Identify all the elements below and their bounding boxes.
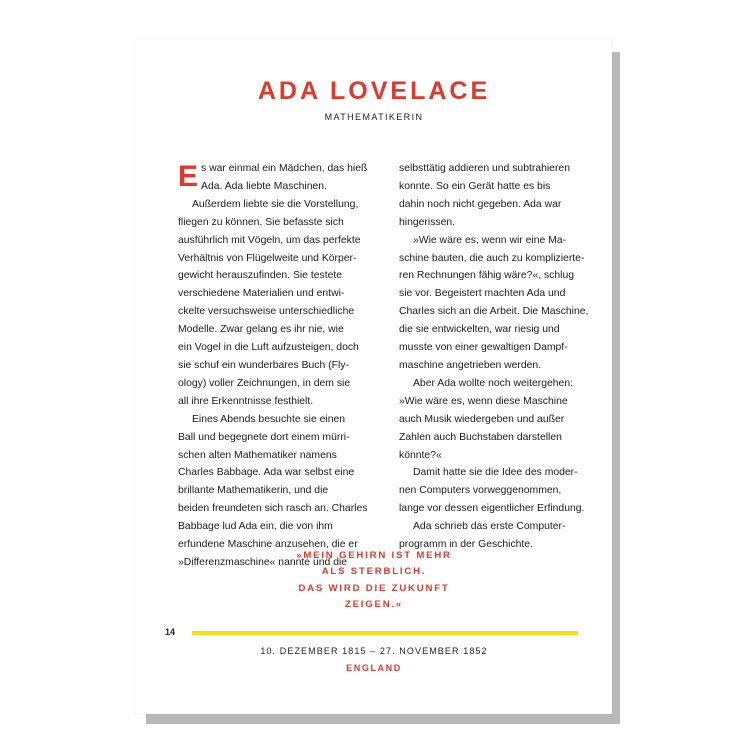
story-line: sie vor. Begeistert machten Ada und: [399, 288, 566, 300]
story-line: Ada. Ada liebte Maschinen.: [201, 180, 327, 192]
story-line: Damit hatte sie die Idee des moder-: [413, 467, 578, 479]
story-line: erfundene Maschine anzusehen, die er: [178, 539, 358, 551]
story-line: lange vor dessen eigentlicher Erfindung.: [399, 503, 585, 515]
story-line: Aber Ada wollte noch weitergehen:: [413, 377, 574, 389]
story-line: nen Computers vorweggenommen,: [399, 485, 562, 497]
story-line: ckelte versuchsweise unterschiedliche: [178, 306, 355, 318]
story-column-left: [178, 160, 374, 572]
story-line: programm in der Geschichte.: [399, 539, 533, 551]
story-line: »Wie wäre es, wenn diese Maschine: [399, 395, 568, 407]
story-line: maschine angetrieben werden.: [399, 359, 542, 371]
story-line: könnte?«: [399, 449, 442, 461]
story-line: Babbage lud Ada ein, die von ihm: [178, 521, 333, 533]
story-line: brillante Mathematikerin, und die: [178, 485, 329, 497]
story-line: Verhältnis von Flügelweite und Körper-: [178, 252, 357, 264]
quote-line: ALS STERBLICH.: [321, 566, 427, 578]
story-line: auch Musik wiedergeben und außer: [399, 413, 565, 425]
book-page: [136, 40, 612, 714]
story-line: »Differenzmaschine« nannte und die: [178, 556, 348, 568]
story-line: verschiedene Materialien und entwi-: [178, 288, 345, 300]
story-line: Außerdem liebte sie die Vorstellung,: [192, 198, 359, 210]
story-line: die sie entwickelten, war riesig und: [399, 324, 560, 336]
page-title: ADA LOVELACE: [257, 77, 491, 105]
story-line: Modelle. Zwar gelang es ihr nie, wie: [178, 324, 344, 336]
story-line: hingerissen.: [399, 216, 456, 228]
story-line: konnte. So ein Gerät hatte es bis: [399, 180, 551, 192]
quote-line: »MEIN GEHIRN IST MEHR: [296, 550, 452, 561]
story-line: ren Rechnungen fähig wäre?«, schlug: [399, 270, 575, 282]
story-line: musste von einer gewaltigen Dampf-: [399, 342, 568, 354]
country-label: ENGLAND: [346, 663, 402, 673]
story-column-right: [399, 160, 589, 554]
page-number: 14: [165, 627, 176, 637]
story-line: gewicht herauszufinden. Sie testete: [178, 270, 343, 282]
quote-line: DAS WIRD DIE ZUKUNFT: [298, 582, 450, 594]
story-line: fliegen zu können. Sie befasste sich: [178, 216, 344, 228]
story-line: s war einmal ein Mädchen, das hieß: [201, 163, 368, 174]
story-line: »Wie wäre es, wenn wir eine Ma-: [413, 234, 567, 246]
story-line: beiden freundeten sich rasch an. Charles: [178, 503, 368, 515]
story-line: selbsttätig addieren und subtrahieren: [399, 163, 570, 174]
story-line: schine bauten, die auch zu komplizierte-: [399, 252, 585, 264]
story-line: Charles Babbage. Ada war selbst eine: [178, 467, 355, 479]
footer-rule: [192, 631, 578, 635]
story-line: schen alten Mathematiker namens: [178, 449, 337, 461]
story-line: ology) voller Zeichnungen, in dem sie: [178, 377, 351, 389]
pull-quote: [136, 548, 612, 614]
story-line: ausführlich mit Vögeln, um das perfekte: [178, 234, 361, 246]
story-line: sie schuf ein wunderbares Buch (Fly-: [178, 359, 349, 371]
story-line: ein Vogel in die Luft aufzusteigen, doch: [178, 342, 359, 354]
life-dates: 10. DEZEMBER 1815 – 27. NOVEMBER 1852: [260, 646, 488, 656]
story-line: all ihre Erkenntnisse festhielt.: [178, 395, 314, 407]
page-subtitle: MATHEMATIKERIN: [324, 112, 424, 122]
story-line: Eines Abends besuchte sie einen: [192, 413, 346, 425]
story-line: Ball und begegnete dort einem mürri-: [178, 431, 350, 443]
story-line: Ada schrieb das erste Computer-: [413, 521, 566, 533]
quote-line: ZEIGEN.«: [344, 599, 404, 611]
drop-cap: E: [178, 160, 199, 193]
story-line: Charles sich an die Arbeit. Die Maschine,: [399, 306, 589, 318]
story-line: dahin noch nicht gegeben. Ada war: [399, 198, 562, 210]
story-line: Zahlen auch Buchstaben darstellen: [399, 431, 562, 443]
